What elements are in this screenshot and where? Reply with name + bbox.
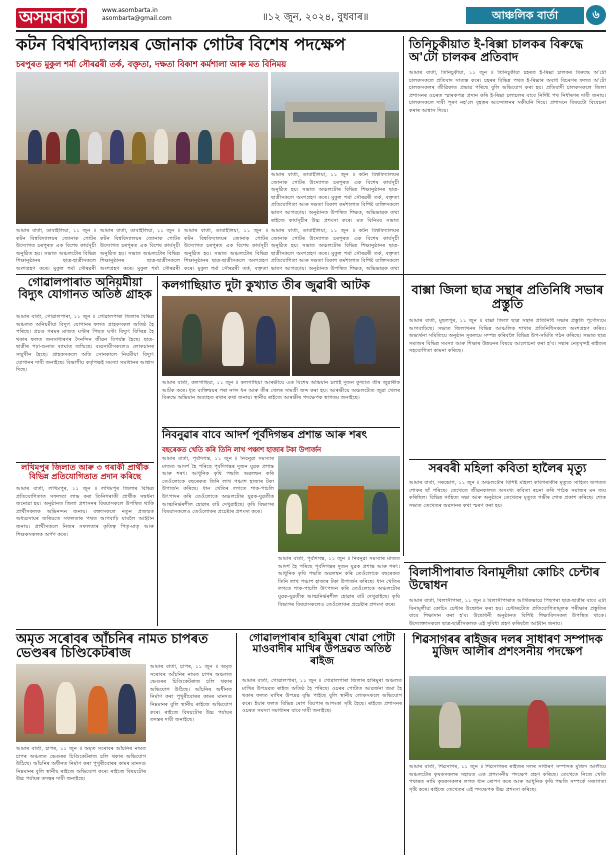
lakhimpur-headline: লখিমপুৰ জিলাত আৰু ৩ গৰাকী প্ৰাৰ্থীক বিভিন্ন প্ৰতিযোগিতাত প্ৰদান কৰিছে xyxy=(21,463,149,481)
rule-5 xyxy=(404,562,606,563)
lead-body-col1b: আমাৰ বাৰ্তা, ডাবাইলিয়া, ১১ জুন ॥ কটন বিশ্ববিদ্যালয়ৰ জোনাক গোটৰ উদ্যোগত চৰপুৰত এক বিশেষ কাৰ্যসূচী অনুষ্ঠিত হয়। সভাত অঞ্চলটোৰ বিভিন্ন শিক্ষানুষ্ঠানৰ ছাত্ৰ-ছাত্ৰীসকলে অংশগ্ৰহণ কৰে। মুকুল শৰ্মা সৌৰৱৰী xyxy=(100,228,180,271)
column-rule-2 xyxy=(157,276,158,626)
rule-3 xyxy=(162,427,400,428)
lead-body-col1c: আমাৰ বাৰ্তা, ডাবাইলিয়া, ১১ জুন ॥ কটন বিশ্ববিদ্যালয়ৰ জোনাক গোটৰ উদ্যোগত চৰপুৰত এক বিশেষ কাৰ্যসূচী অনুষ্ঠিত হয়। সভাত অঞ্চলটোৰ বিভিন্ন শিক্ষানুষ্ঠানৰ ছাত্ৰ-ছাত্ৰীসকলে অংশগ্ৰহণ কৰে। মুকুল শৰ্মা সৌৰৱৰী তৰ্ক, বক্তৃতা xyxy=(184,228,268,271)
section-label: আঞ্চলিক বাৰ্তা xyxy=(466,7,584,24)
website-text: www.asombarta.in xyxy=(102,7,158,14)
kalgachia-photo-2 xyxy=(292,296,400,376)
haribhanga-body: আমাৰ বাৰ্তা, গোৱালপাৰা, ১১ জুন ॥ গোৱালপাৰা জিলাৰ হাৰিমুৰা অঞ্চলত মাখিৰ উপদ্ৰৱত ৰাইজ অতিষ্ঠ হৈ পৰিছে। ওচৰৰ পোটাত আৱৰ্জনা জমা হৈ থকাৰ ফলত মাখিৰ উপদ্ৰৱ বৃদ্ধি পাইছে বুলি স্থানীয় লোকসকলে অভিযোগ কৰে। ইয়াৰ ফলত বিভিন্ন ৰোগ বিয়পাৰ আশংকা সৃষ্টি হৈছে। ৰাইজে প্ৰশাসনৰ ওচৰত সমস্যা সমাধানৰ বাবে দাবী জনাইছে। xyxy=(242,678,402,715)
page-number: ৬ xyxy=(586,5,606,25)
kalgachia-headline: কলগাছিয়াত দুটা কুখ্যাত তীৰ জুৱাৰী আটক xyxy=(162,278,370,292)
bilasipara-headline: বিলাসীপাৰাত বিনামূলীয়া কোচিং চেন্টাৰ উদ্বোধন xyxy=(409,565,600,592)
bilasipara-body: আমাৰ বাৰ্তা, বিলাসীপাৰা, ১১ জুন ॥ বিলাসীপাৰাত আৰ্থিকভাৱে পিছপৰা ছাত্ৰ-ছাত্ৰীৰ বাবে এটা বিনামূলীয়া কোচিং চেন্টাৰ উদ্বোধন কৰা হয়। চেন্টাৰটোত প্ৰতিযোগিতামূলক পৰীক্ষাৰ প্ৰস্তুতিৰ বাবে শিক্ষাদান কৰা হ'ব। উদ্বোধনী অনুষ্ঠানত বিশিষ্ট শিক্ষাবিদসকল উপস্থিত থাকে। উদ্যোক্তাসকলে ছাত্ৰ-ছাত্ৰীসকলক এই সুবিধা গ্ৰহণ কৰিবলৈ আহ্বান জনায়। xyxy=(409,598,606,626)
amrit-body-col2: আমাৰ বাৰ্তা, চাপৰ, ১১ জুন ॥ অমৃত সৰোবৰ আঁচনিৰ নামত চাপৰ অঞ্চলত ভেণ্ডৰৰ চিণ্ডিকেটৰাজ চলি থকাৰ অভিযোগ উঠিছে। আঁচনিৰ অধীনত নিৰ্মাণ কৰা পুখুৰীবোৰৰ কামৰ মানদণ্ড নিম্নমানৰ বুলি স্থানীয় ৰাইজে অভিযোগ কৰে। ৰাইজে বিষয়টোৰ উচ্চ পৰ্যায়ৰ তদন্তৰ দাবী জনাইছে। xyxy=(150,664,232,724)
lead-body-col2b: আমাৰ বাৰ্তা, ডাবাইলিয়া, ১১ জুন ॥ কটন বিশ্ববিদ্যালয়ৰ জোনাক গোটৰ উদ্যোগত চৰপুৰত এক বিশেষ কাৰ্যসূচী অনুষ্ঠিত হয়। সভাত অঞ্চলটোৰ বিভিন্ন শিক্ষানুষ্ঠানৰ ছাত্ৰ-ছাত্ৰীসকলে অংশগ্ৰহণ কৰে। মুকুল শৰ্মা সৌৰৱৰী তৰ্ক, বক্তৃতা প্ৰতিযোগিতা আৰু দক্ষতা বিকাশ কৰ্মশালাত বিশিষ্ট ব্যক্তিসকলে ভাষণ আগবঢ়ায়। অনুষ্ঠানত উপস্থিত শিক্ষক, অভিভাৱক তথা xyxy=(271,228,399,271)
amrit-headline: অমৃত সৰোবৰ আঁচনিৰ নামত চাপৰত ভেণ্ডৰৰ চিণ্ডিকেটৰাজ xyxy=(16,632,208,662)
poetess-headline: সৰবৰী মহিলা কবিতা হালৈৰ মৃত্যু xyxy=(428,461,587,475)
lead-body-col1: আমাৰ বাৰ্তা, ডাবাইলিয়া, ১১ জুন ॥ কটন বিশ্ববিদ্যালয়ৰ জোনাক গোটৰ উদ্যোগত চৰপুৰত এক বিশেষ কাৰ্যসূচী অনুষ্ঠিত হয়। সভাত অঞ্চলটোৰ বিভিন্ন শিক্ষানুষ্ঠানৰ ছাত্ৰ-ছাত্ৰীসকলে অংশগ্ৰহণ কৰে। মুকুল শৰ্মা সৌৰৱৰী xyxy=(16,228,96,271)
echarickshaw-headline: তিনিচুকীয়াত ই-ৰিক্সা চালকৰ বিৰুদ্ধে অ'টো চালকৰ প্ৰতিবাদ xyxy=(409,37,583,64)
issue-date: ॥১২ জুন, ২০২৪, বুধবাৰ॥ xyxy=(262,12,369,23)
email-text: asombarta@gmail.com xyxy=(102,15,172,22)
kalgachia-body: আমাৰ বাৰ্তা, কলগাছিয়া, ১১ জুন ॥ কলগাছিয়া আৰক্ষীয়ে এক বিশেষ অভিযান চলাই দুজন কুখ্যাত তীৰ জুৱাৰীক আটক কৰে। ধৃত ব্যক্তিদ্বয়ৰ পৰা নগদ ধন আৰু তীৰ খেলৰ সামগ্ৰী জব্দ কৰা হয়। আৰক্ষীয়ে অঞ্চলটোত জুৱা খেলৰ বিৰুদ্ধে অভিযান অব্যাহত ৰখাৰ কথা জনায়। স্থানীয় ৰাইজে আৰক্ষীৰ পদক্ষেপক স্বাগতম জনাইছে। xyxy=(162,380,400,402)
sivasagar-photo xyxy=(409,676,606,760)
lead-body-col2: আমাৰ বাৰ্তা, ডাবাইলিয়া, ১১ জুন ॥ কটন বিশ্ববিদ্যালয়ৰ জোনাক গোটৰ উদ্যোগত চৰপুৰত এক বিশেষ কাৰ্যসূচী অনুষ্ঠিত হয়। সভাত অঞ্চলটোৰ বিভিন্ন শিক্ষানুষ্ঠানৰ ছাত্ৰ-ছাত্ৰীসকলে অংশগ্ৰহণ কৰে। মুকুল শৰ্মা সৌৰৱৰী তৰ্ক, বক্তৃতা প্ৰতিযোগিতা আৰু দক্ষতা বিকাশ কৰ্মশালাত বিশিষ্ট ব্যক্তিসকলে ভাষণ আগবঢ়ায়। অনুষ্ঠানত উপস্থিত শিক্ষক, অভিভাৱক তথা ৰাইজে কাৰ্যসূচীৰ উচ্চ প্ৰশংসা কৰে। মত বিনিময় সভাত xyxy=(271,172,399,224)
kalgachia-photo-1 xyxy=(162,296,290,376)
contact-block xyxy=(102,7,172,23)
lead-photo-building xyxy=(271,72,399,170)
goalpara-power-headline: গোৱালপাৰাত অনিয়মীয়া বিদ্যুৎ যোগানত অতিষ্ঠ গ্ৰাহক xyxy=(18,275,152,302)
rice-subhead: বছৰেকত খেতি কৰি তিনি লাখ পঞ্চাশ হাজাৰ টকা উপাৰ্জন xyxy=(162,446,321,454)
rice-body-col2: আমাৰ বাৰ্তা, পূৰ্বদিগন্ত, ১১ জুন ॥ নিবনুৱা সমস্যাৰ মাজত আদৰ্শ হৈ পৰিছে পূৰ্বদিগন্তৰ দুজন যুৱক প্ৰশান্ত আৰু শৰৎ। আধুনিক কৃষি পদ্ধতি অৱলম্বন কৰি তেওঁলোকে বছৰেকত তিনি লাখ পঞ্চাশ হাজাৰ টকা উপাৰ্জন কৰিছে। ধান খেতিৰ লগতে শাক-পাচলি উৎপাদন কৰি তেওঁলোকে অঞ্চলটোৰ যুৱক-যুৱতীক আত্মনিৰ্ভৰশীল হোৱাৰ বাট দেখুৱাইছে। কৃষি বিভাগৰ বিষয়াসকলেও তেওঁলোকৰ প্ৰচেষ্টাৰ প্ৰশংসা কৰে। xyxy=(278,556,400,608)
baksa-headline: বাক্সা জিলা ছাত্ৰ সন্থাৰ প্ৰতিনিধি সভাৰ প্ৰস্তুতি xyxy=(411,282,604,311)
baksa-body: আমাৰ বাৰ্তা, মুছলপুৰ, ১১ জুন ॥ বাক্সা জিলা ছাত্ৰ সন্থাৰ প্ৰতিনিধি সভাৰ প্ৰস্তুতি পূৰ্ণোদ্যমে আগবাঢ়িছে। সভাত জিলাখনৰ বিভিন্ন আঞ্চলিক শাখাৰ প্ৰতিনিধিসকলে অংশগ্ৰহণ কৰিব। অভ্যৰ্থনা সমিতিয়ে অনুষ্ঠান সুকলমে সম্পন্ন কৰিবলৈ বিভিন্ন উপ-সমিতি গঠন কৰিছে। সভাত ছাত্ৰ সমাজৰ বিভিন্ন সমস্যা আৰু শিক্ষাৰ উন্নয়নৰ বিষয়ে আলোচনা কৰা হ'ব। সন্থাৰ নেতৃবৃন্দই ৰাইজৰ সহযোগিতা কামনা কৰিছে। xyxy=(409,318,606,355)
rice-headline: নিবনুৱাৰ বাবে আদৰ্শ পূৰ্বদিগন্তৰ প্ৰশান্ত আৰু শৰৎ xyxy=(162,429,368,441)
haribhanga-headline: গোৱালপাৰাৰ হাৰিমুৰা খোৱা পোটা মাওবাদীৰ মাখিৰ উপদ্ৰৱত অতিষ্ঠ ৰাইজ xyxy=(248,632,396,667)
column-rule-3 xyxy=(236,633,237,855)
column-rule-4 xyxy=(404,633,405,855)
amrit-photo xyxy=(16,664,146,742)
sivasagar-body: আমাৰ বাৰ্তা, শিৱসাগৰ, ১১ জুন ॥ শিৱসাগৰৰ ৰাইজৰ দলৰ সাধাৰণ সম্পাদক মুজিদ আলীয়ে অঞ্চলটোৰ কৃষকসকলৰ সহায়ত এক প্ৰশংসনীয় পদক্ষেপ গ্ৰহণ কৰিছে। তেখেতে নিজে খেতি পথাৰত নামি কৃষকসকলৰ লগত ধান ৰোপণ কৰে আৰু আধুনিক কৃষি পদ্ধতি সম্পৰ্কে সজাগতা সৃষ্টি কৰে। ৰাইজে তেখেতৰ এই পদক্ষেপক উচ্চ প্ৰশংসা কৰিছে। xyxy=(409,764,606,793)
column-rule xyxy=(403,36,404,556)
rice-body-col1: আমাৰ বাৰ্তা, পূৰ্বদিগন্ত, ১১ জুন ॥ নিবনুৱা সমস্যাৰ মাজত আদৰ্শ হৈ পৰিছে পূৰ্বদিগন্তৰ দুজন যুৱক প্ৰশান্ত আৰু শৰৎ। আধুনিক কৃষি পদ্ধতি অৱলম্বন কৰি তেওঁলোকে বছৰেকত তিনি লাখ পঞ্চাশ হাজাৰ টকা উপাৰ্জন কৰিছে। ধান খেতিৰ লগতে শাক-পাচলি উৎপাদন কৰি তেওঁলোকে অঞ্চলটোৰ যুৱক-যুৱতীক আত্মনিৰ্ভৰশীল হোৱাৰ বাট দেখুৱাইছে। কৃষি বিভাগৰ বিষয়াসকলেও তেওঁলোকৰ প্ৰচেষ্টাৰ প্ৰশংসা কৰে। xyxy=(162,456,274,516)
lead-subhead: চৰপুৰত মুকুল শৰ্মা সৌৰৱৰী তৰ্ক, বক্তৃতা, দক্ষতা বিকাশ কৰ্মশালা আৰু মত বিনিময় xyxy=(16,59,287,69)
masthead-logo: অসমবাৰ্তা xyxy=(16,5,87,33)
header-rule xyxy=(16,30,606,32)
rice-photo xyxy=(278,456,400,552)
sivasagar-headline: শিৱসাগৰৰ ৰাইজৰ দলৰ সাধাৰণ সম্পাদক মুজিদ আলীৰ প্ৰশংসনীয় পদক্ষেপ xyxy=(412,632,603,659)
amrit-body-col1: আমাৰ বাৰ্তা, চাপৰ, ১১ জুন ॥ অমৃত সৰোবৰ আঁচনিৰ নামত চাপৰ অঞ্চলত ভেণ্ডৰৰ চিণ্ডিকেটৰাজ চলি থকাৰ অভিযোগ উঠিছে। আঁচনিৰ অধীনত নিৰ্মাণ কৰা পুখুৰীবোৰৰ কামৰ মানদণ্ড নিম্নমানৰ বুলি স্থানীয় ৰাইজে অভিযোগ কৰে। ৰাইজে বিষয়টোৰ উচ্চ পৰ্যায়ৰ তদন্তৰ দাবী জনাইছে। xyxy=(16,746,146,783)
goalpara-power-body: আমাৰ বাৰ্তা, গোৱালপাৰা, ১১ জুন ॥ গোৱালপাৰা জিলাৰ বিভিন্ন অঞ্চলত অনিয়মীয়া বিদ্যুৎ যোগানৰ ফলত গ্ৰাহকসকল অতিষ্ঠ হৈ পৰিছে। প্ৰচণ্ড গৰমৰ মাজত ঘণ্টাৰ পিছত ঘণ্টা বিদ্যুৎ বিচ্ছিন্ন হৈ থকাৰ ফলত জনসাধাৰণৰ দৈনন্দিন জীৱন বিপৰ্যস্ত হৈছে। ছাত্ৰ-ছাত্ৰীৰ পঢ়া-শুনাত ব্যাঘাত জন্মিছে। ব্যৱসায়ীসকলেও লোকচানৰ সন্মুখীন হৈছে। গ্ৰাহকসকলে অতি সোনকালে নিয়মীয়া বিদ্যুৎ যোগানৰ দাবী জনাইছে। বিভাগীয় কৰ্তৃপক্ষই সমস্যা সমাধানৰ আশ্বাস দিছে। xyxy=(16,314,154,374)
lead-photo xyxy=(16,72,268,224)
rule-6 xyxy=(16,629,606,630)
echarickshaw-body: আমাৰ বাৰ্তা, তিনিচুকীয়া, ১১ জুন ॥ তিনিচুকীয়া চহৰত ই-ৰিক্সা চালকৰ বিৰুদ্ধে অ'টো চালকসকলে প্ৰতিবাদ সাব্যস্ত কৰে। চহৰৰ বিভিন্ন পথত ই-ৰিক্সাৰ অবাধ বিচৰণৰ ফলত অ'টো চালকসকলৰ জীৱিকাত প্ৰভাৱ পৰিছে বুলি অভিযোগ কৰা হয়। প্ৰতিবাদী চালকসকলে জিলা প্ৰশাসনৰ ওচৰত স্মাৰকপত্ৰ প্ৰদান কৰি ই-ৰিক্সা চলাচলৰ বাবে নিৰ্দিষ্ট পথ নিৰ্ধাৰণৰ দাবী জনায়। চালকসকলে দাবী পূৰণ নহ'লে বৃহত্তৰ আন্দোলনৰ সকীয়নি দিয়ে। প্ৰশাসনে বিষয়টো বিবেচনা কৰাৰ আশ্বাস দিয়ে। xyxy=(409,70,606,114)
rule-4 xyxy=(409,459,606,460)
lead-headline: কটন বিশ্ববিদ্যালয়ৰ জোনাক গোটৰ বিশেষ পদক্ষেপ xyxy=(16,35,346,54)
poetess-body: আমাৰ বাৰ্তা, সৰভোগ, ১১ জুন ॥ অঞ্চলটোৰ বিশিষ্ট মহিলা কবিগৰাকীৰ মৃত্যুত সাহিত্য জগতত শোকৰ ছাঁ পৰিছে। তেখেতে জীৱনকালত অসংখ্য কবিতা ৰচনা কৰি পাঠক সমাজৰ মন জয় কৰিছিল। বিভিন্ন সাহিত্য সভা আৰু অনুষ্ঠানে তেখেতৰ মৃত্যুত গভীৰ শোক প্ৰকাশ কৰিছে। শোক সভাত তেখেতৰ অৱদানৰ কথা স্মৰণ কৰা হয়। xyxy=(409,480,606,509)
lakhimpur-body: আমাৰ বাৰ্তা, লখিমপুৰ, ১১ জুন ॥ লখিমপুৰ জিলাৰ বিভিন্ন প্ৰতিযোগিতাত সফলতা লাভ কৰা তিনিগৰাকী প্ৰাৰ্থীক সম্বৰ্ধনা জনোৱা হয়। অনুষ্ঠানত জিলা প্ৰশাসনৰ বিষয়াসকলে উপস্থিত থাকি প্ৰাৰ্থীসকলক অভিনন্দন জনায়। বক্তাসকলে নতুন প্ৰজন্মক অধ্যৱসায়ৰ জৰিয়তে সফলতাৰ পথত আগবাঢ়ি যাবলৈ আহ্বান জনায়। প্ৰাৰ্থীসকলে নিজৰ সফলতাৰ কৃতিত্ব পিতৃ-মাতৃ আৰু শিক্ষকসকলক অৰ্পণ কৰে। xyxy=(16,486,154,538)
